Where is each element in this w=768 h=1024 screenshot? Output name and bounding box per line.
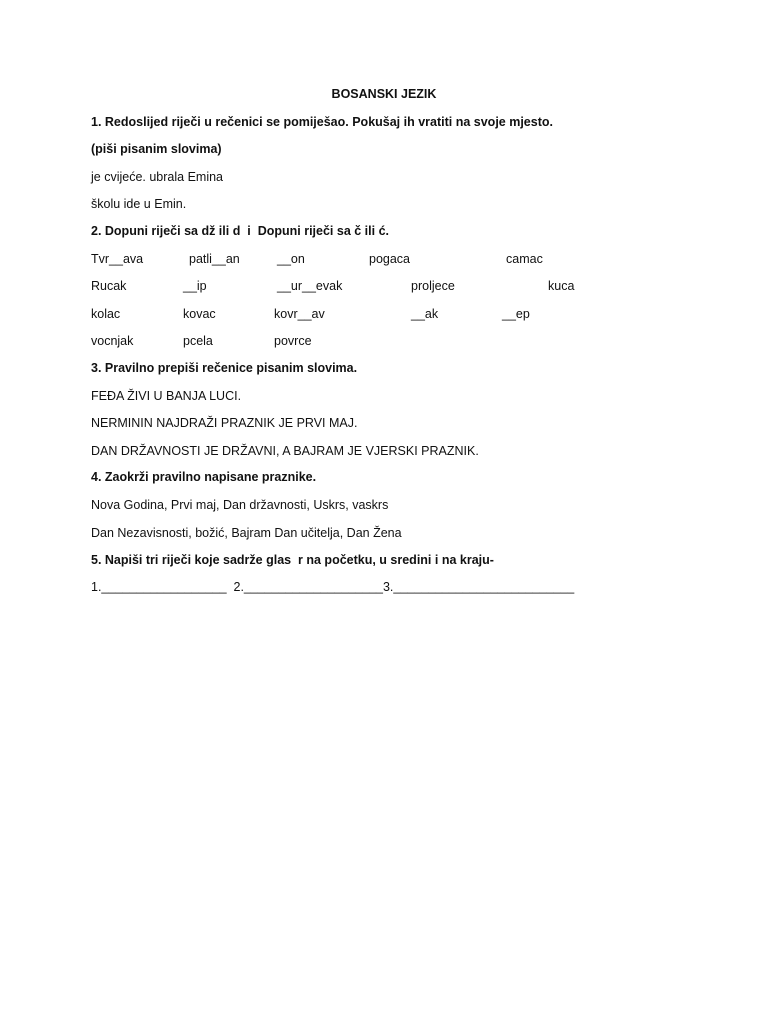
- worksheet-title: BOSANSKI JEZIK: [331, 87, 437, 101]
- task3-sentence-2: NERMININ NAJDRAŽI PRAZNIK JE PRVI MAJ.: [91, 416, 358, 430]
- word-cell: kolac: [91, 307, 121, 321]
- word-cell: Rucak: [91, 279, 127, 293]
- task4-heading: 4. Zaokrži pravilno napisane praznike.: [91, 470, 317, 484]
- task3-sentence-3: DAN DRŽAVNOSTI JE DRŽAVNI, A BAJRAM JE VJERSKI PRAZNIK.: [91, 444, 479, 458]
- word-cell: __on: [277, 252, 305, 266]
- word-cell: __ep: [502, 307, 530, 321]
- word-cell: pogaca: [369, 252, 411, 266]
- word-cell: kovac: [183, 307, 216, 321]
- task1-heading: 1. Redoslijed riječi u rečenici se pomiješao. Pokušaj ih vratiti na svoje mjesto.: [91, 115, 553, 129]
- task5-heading: 5. Napiši tri riječi koje sadrže glas r na početku, u sredini i na kraju-: [91, 553, 494, 567]
- word-cell: patli__an: [189, 252, 240, 266]
- task1-sentence-2: školu ide u Emin.: [91, 197, 187, 211]
- task3-sentence-1: FEĐA ŽIVI U BANJA LUCI.: [91, 389, 242, 403]
- word-cell: camac: [506, 252, 543, 266]
- task1-note: (piši pisanim slovima): [91, 142, 222, 156]
- task1-sentence-1: je cvijeće. ubrala Emina: [91, 170, 224, 184]
- word-cell: __ur__evak: [277, 279, 343, 293]
- word-cell: proljece: [411, 279, 455, 293]
- word-cell: pcela: [183, 334, 213, 348]
- word-cell: __ak: [411, 307, 439, 321]
- task3-heading: 3. Pravilno prepiši rečenice pisanim slovima.: [91, 361, 358, 375]
- task4-holidays-2: Dan Nezavisnosti, božić, Bajram Dan učitelja, Dan Žena: [91, 526, 402, 540]
- task4-holidays-1: Nova Godina, Prvi maj, Dan državnosti, Uskrs, vaskrs: [91, 498, 389, 512]
- word-cell: povrce: [274, 334, 312, 348]
- task5-answer-blanks[interactable]: 1.__________________ 2.____________________3.__________________________: [91, 580, 575, 594]
- word-cell: kuca: [548, 279, 575, 293]
- word-cell: __ip: [183, 279, 207, 293]
- word-cell: kovr__av: [274, 307, 325, 321]
- word-cell: Tvr__ava: [91, 252, 144, 266]
- word-cell: vocnjak: [91, 334, 134, 348]
- task2-heading: 2. Dopuni riječi sa dž ili d i Dopuni riječi sa č ili ć.: [91, 224, 389, 238]
